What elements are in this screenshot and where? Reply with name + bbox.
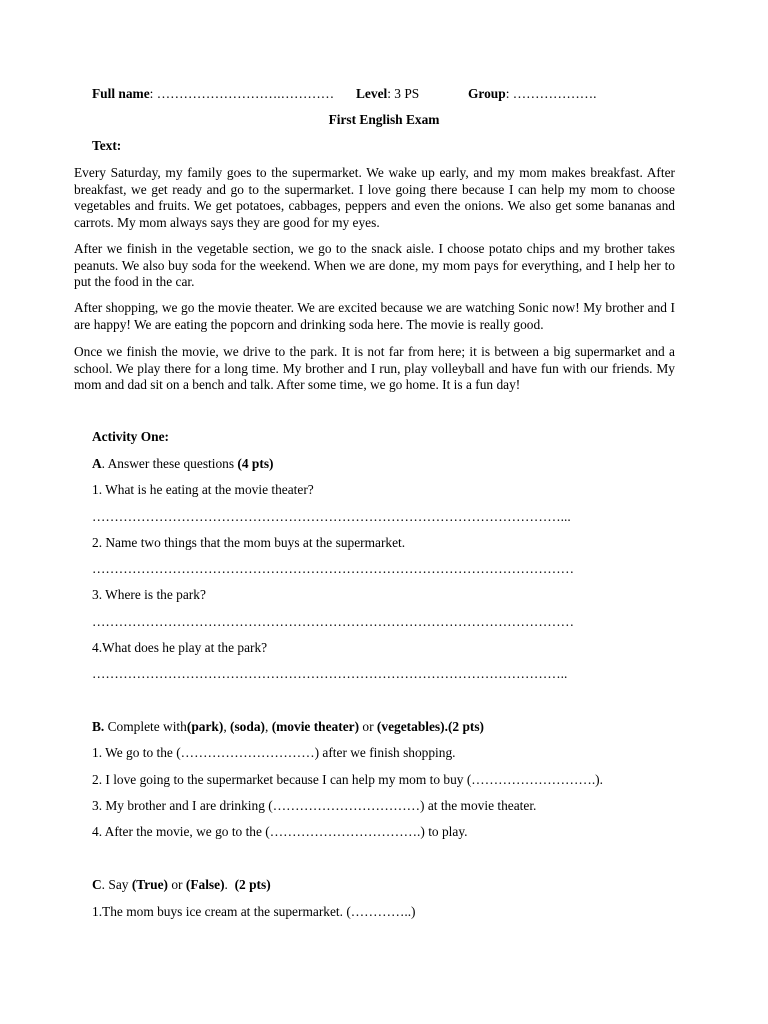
- section-a-letter: A: [92, 456, 102, 471]
- text-paragraph-4: Once we finish the movie, we drive to the park. It is not far from here; it is between a big supermarket and a school. We play there for a long time. My brother and I run, play volleyball and have fun with our friends. My mom and dad sit on a bench and talk. After some time, we go home. It is a fun day!: [74, 344, 675, 393]
- word-soda: (soda): [230, 719, 265, 734]
- section-a-text: . Answer these questions: [101, 456, 238, 471]
- activity-heading: Activity One:: [92, 429, 169, 444]
- section-c-say: . Say: [101, 877, 132, 892]
- text-paragraph-3: After shopping, we go the movie theater. We are excited because we are watching Sonic now! My brother and I are happy! We are eating the popcorn and drinking soda here. The movie is really good.: [74, 300, 675, 332]
- question-4: 4.What does he play at the park?: [92, 640, 268, 655]
- or-word: or: [168, 877, 186, 892]
- group-label: Group: [468, 86, 506, 101]
- question-3: 3. Where is the park?: [92, 587, 206, 602]
- fullname-label: Full name: [92, 86, 150, 101]
- fill-sentence-2[interactable]: 2. I love going to the supermarket because I can help my mom to buy (……………………….).: [92, 772, 603, 787]
- section-c-letter: C: [92, 877, 102, 892]
- section-a-instruction: [92, 456, 274, 472]
- exam-title: First English Exam: [328, 112, 440, 127]
- section-c-instruction: [92, 877, 271, 893]
- fill-sentence-1[interactable]: 1. We go to the (…………………………) after we finish shopping.: [92, 745, 456, 760]
- true-false-statement-1[interactable]: 1.The mom buys ice cream at the supermarket. (…………..): [92, 904, 416, 919]
- word-movie-theater: (movie theater): [271, 719, 360, 734]
- level-value: : 3 PS: [387, 86, 420, 101]
- section-a-points: (4 pts): [237, 456, 274, 471]
- answer-line-4[interactable]: ……………………………………………………………………………………………..: [92, 666, 568, 681]
- text-label: Text:: [92, 138, 122, 153]
- text-paragraph-1: Every Saturday, my family goes to the supermarket. We wake up early, and my mom makes breakfast. After breakfast, we get ready and go to the supermarket. I love going there because I can help my mom to choose vegetables and fruits. We get potatoes, cabbages, peppers and even the onions. We also get some bananas and carrots. My mom always says they are good for my eyes.: [74, 165, 675, 230]
- question-1: 1. What is he eating at the movie theater?: [92, 482, 314, 497]
- text-paragraph-2: After we finish in the vegetable section, we go to the snack aisle. I choose potato chips and my brother takes peanuts. We also buy soda for the weekend. When we are done, my mom pays for everything, and I help her to put the food in the car.: [74, 241, 675, 290]
- separator: ,: [264, 719, 272, 734]
- section-b-intro: Complete with: [104, 719, 187, 734]
- word-park: (park): [186, 719, 224, 734]
- fullname-field: [92, 86, 334, 102]
- separator: ,: [223, 719, 231, 734]
- fill-sentence-4[interactable]: 4. After the movie, we go to the (…………………………….) to play.: [92, 824, 468, 839]
- answer-line-3[interactable]: ………………………………………………………………………………………………: [92, 614, 575, 629]
- question-2: 2. Name two things that the mom buys at the supermarket.: [92, 535, 406, 550]
- group-blank: : ……………….: [505, 86, 597, 101]
- level-label: Level: [356, 86, 388, 101]
- section-b-instruction: [92, 719, 484, 735]
- answer-line-2[interactable]: ………………………………………………………………………………………………: [92, 561, 575, 576]
- level-field: [356, 86, 419, 102]
- true-word: (True): [131, 877, 169, 892]
- answer-line-1[interactable]: ……………………………………………………………………………………………...: [92, 509, 571, 524]
- group-field: [468, 86, 596, 102]
- section-c-points: (2 pts): [234, 877, 271, 892]
- false-word: (False): [185, 877, 225, 892]
- section-c-dot: .: [224, 877, 235, 892]
- or-word: or: [359, 719, 377, 734]
- fullname-blank: : ……………………….…………: [149, 86, 335, 101]
- word-vegetables: (vegetables).(2 pts): [376, 719, 485, 734]
- fill-sentence-3[interactable]: 3. My brother and I are drinking (……………………………) at the movie theater.: [92, 798, 537, 813]
- section-b-letter: B.: [92, 719, 105, 734]
